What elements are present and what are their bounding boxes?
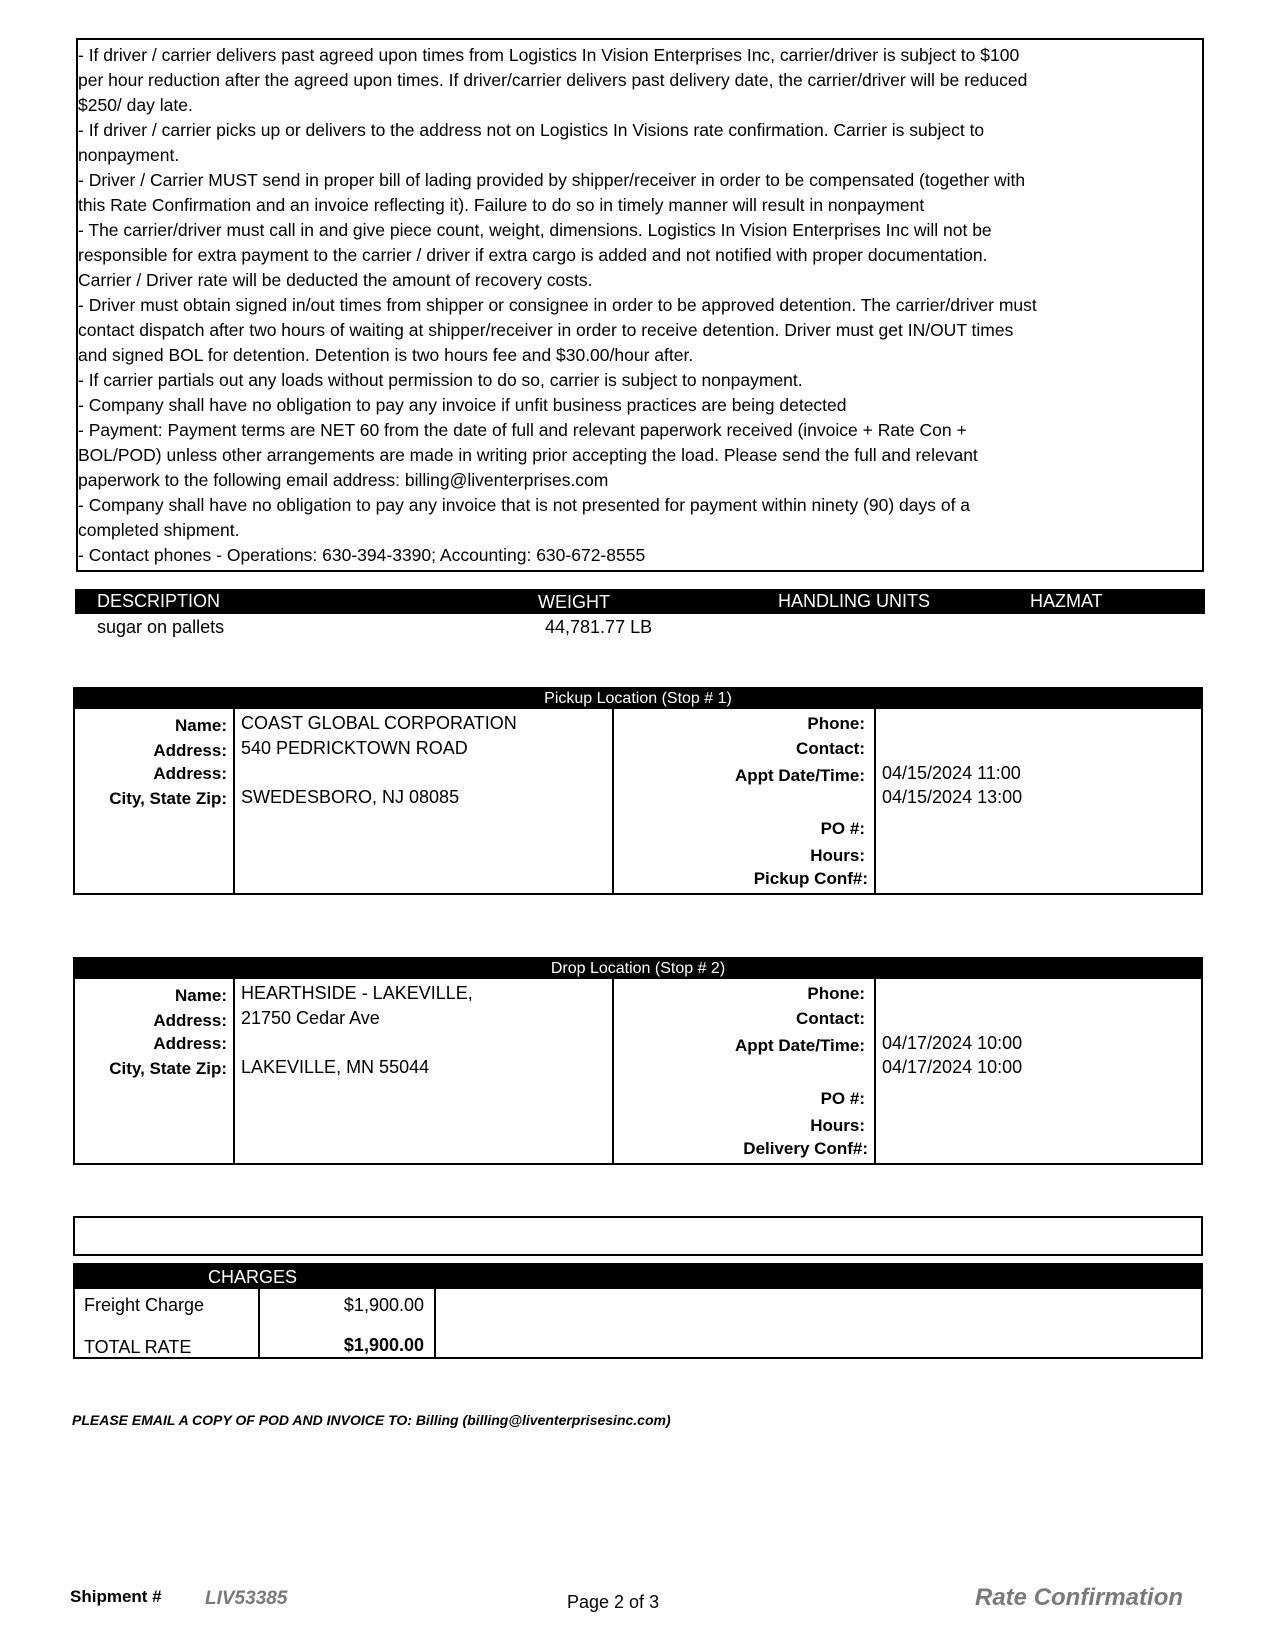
item-description: sugar on pallets (97, 617, 225, 637)
pickup-conf-label: Pickup Conf#: (753, 869, 868, 888)
items-header (75, 589, 1205, 614)
total-rate-label: TOTAL RATE (84, 1337, 192, 1357)
name-label: Name: (175, 986, 227, 1005)
charges-header (75, 1265, 1201, 1289)
address-label: Address: (153, 764, 227, 783)
hours-label: Hours: (810, 1116, 865, 1135)
weight-header: WEIGHT (538, 592, 610, 612)
contact-label: Contact: (796, 1009, 865, 1028)
terms-line: paperwork to the following email address: billing@liventerprises.com (78, 470, 609, 490)
drop-appt-from: 04/17/2024 10:00 (882, 1033, 1023, 1053)
terms-line: - Company shall have no obligation to pay any invoice if unfit business practices are being detected (78, 395, 847, 415)
po-label: PO #: (820, 819, 865, 838)
drop-appt-to: 04/17/2024 10:00 (882, 1057, 1023, 1077)
drop-location-title: Drop Location (Stop # 2) (75, 959, 1201, 979)
drop-city-state-zip: LAKEVILLE, MN 55044 (241, 1057, 430, 1077)
pickup-location-box (73, 687, 1203, 895)
terms-line: - If driver / carrier delivers past agreed upon times from Logistics In Vision Enterprises Inc, carrier/driver is subject to $100 (78, 45, 1020, 65)
terms-line: and signed BOL for detention. Detention is two hours fee and $30.00/hour after. (78, 345, 694, 365)
terms-line: per hour reduction after the agreed upon times. If driver/carrier delivers past delivery date, the carrier/driver will be reduced (78, 70, 1028, 90)
description-header: DESCRIPTION (97, 591, 221, 611)
pickup-location-title: Pickup Location (Stop # 1) (75, 689, 1201, 709)
charges-title: CHARGES (208, 1267, 298, 1287)
terms-line: - Company shall have no obligation to pay any invoice that is not presented for payment within ninety (90) days of a (78, 495, 971, 515)
terms-line: - Driver / Carrier MUST send in proper bill of lading provided by shipper/receiver in order to be compensated (together with (78, 170, 1026, 190)
phone-label: Phone: (807, 714, 865, 733)
items-row (75, 614, 1205, 638)
city-state-zip-label: City, State Zip: (109, 1059, 227, 1078)
po-label: PO #: (820, 1089, 865, 1108)
terms-line: - If carrier partials out any loads without permission to do so, carrier is subject to nonpayment. (78, 370, 803, 390)
address-label: Address: (153, 741, 227, 760)
freight-charge-value: $1,900.00 (343, 1295, 424, 1315)
pickup-appt-to: 04/15/2024 13:00 (882, 787, 1023, 807)
document-title: Rate Confirmation (975, 1584, 1184, 1611)
address-label: Address: (153, 1011, 227, 1030)
contact-label: Contact: (796, 739, 865, 758)
drop-location-box (73, 957, 1203, 1165)
email-note: PLEASE EMAIL A COPY OF POD AND INVOICE TO: Billing (billing@liventerprisesinc.com) (72, 1412, 671, 1428)
terms-line: contact dispatch after two hours of waiting at shipper/receiver in order to receive detention. Driver must get IN/OUT times (78, 320, 1014, 340)
delivery-conf-label: Delivery Conf#: (743, 1139, 868, 1158)
phone-label: Phone: (807, 984, 865, 1003)
handling-units-header: HANDLING UNITS (778, 591, 931, 611)
hours-label: Hours: (810, 846, 865, 865)
charges-box (73, 1263, 1203, 1359)
divider (434, 1289, 436, 1357)
divider (874, 979, 876, 1163)
drop-address: 21750 Cedar Ave (241, 1008, 380, 1028)
page-number: Page 2 of 3 (567, 1592, 660, 1612)
divider (874, 709, 876, 893)
name-label: Name: (175, 716, 227, 735)
total-rate-value: $1,900.00 (343, 1335, 424, 1355)
appt-label: Appt Date/Time: (734, 766, 865, 785)
freight-charge-label: Freight Charge (84, 1295, 205, 1315)
divider (612, 979, 614, 1163)
pickup-address: 540 PEDRICKTOWN ROAD (241, 738, 468, 758)
terms-box (76, 38, 1204, 572)
terms-line: $250/ day late. (78, 95, 193, 115)
terms-line: responsible for extra payment to the carrier / driver if extra cargo is added and not notified with proper documentation. (78, 245, 988, 265)
terms-line: - Driver must obtain signed in/out times from shipper or consignee in order to be approved detention. The carrier/driver must (78, 295, 1037, 315)
terms-line: - If driver / carrier picks up or delivers to the address not on Logistics In Visions rate confirmation. Carrier is subject to (78, 120, 985, 140)
pickup-city-state-zip: SWEDESBORO, NJ 08085 (241, 787, 460, 807)
pickup-name: COAST GLOBAL CORPORATION (241, 713, 517, 733)
item-weight: 44,781.77 LB (545, 617, 653, 637)
terms-line: - Payment: Payment terms are NET 60 from the date of full and relevant paperwork received (invoice + Rate Con + (78, 420, 967, 440)
divider (612, 709, 614, 893)
terms-line: completed shipment. (78, 520, 240, 540)
hazmat-header: HAZMAT (1030, 591, 1103, 611)
shipment-number: LIV53385 (205, 1588, 288, 1609)
terms-line: Carrier / Driver rate will be deducted the amount of recovery costs. (78, 270, 593, 290)
appt-label: Appt Date/Time: (734, 1036, 865, 1055)
divider (233, 709, 235, 893)
terms-line: this Rate Confirmation and an invoice reflecting it). Failure to do so in timely manner will result in nonpayment (78, 195, 925, 215)
shipment-label: Shipment # (70, 1587, 162, 1606)
terms-line: BOL/POD) unless other arrangements are made in writing prior accepting the load. Please send the full and relevant (78, 445, 978, 465)
terms-line: - Contact phones - Operations: 630-394-3390; Accounting: 630-672-8555 (78, 545, 646, 565)
notes-box (73, 1216, 1203, 1256)
address-label: Address: (153, 1034, 227, 1053)
terms-line: - The carrier/driver must call in and give piece count, weight, dimensions. Logistics In Vision Enterprises Inc will not be (78, 220, 992, 240)
terms-line: nonpayment. (78, 145, 180, 165)
pickup-appt-from: 04/15/2024 11:00 (882, 763, 1021, 783)
city-state-zip-label: City, State Zip: (109, 789, 227, 808)
drop-name: HEARTHSIDE - LAKEVILLE, (241, 983, 473, 1003)
divider (258, 1289, 260, 1357)
divider (233, 979, 235, 1163)
